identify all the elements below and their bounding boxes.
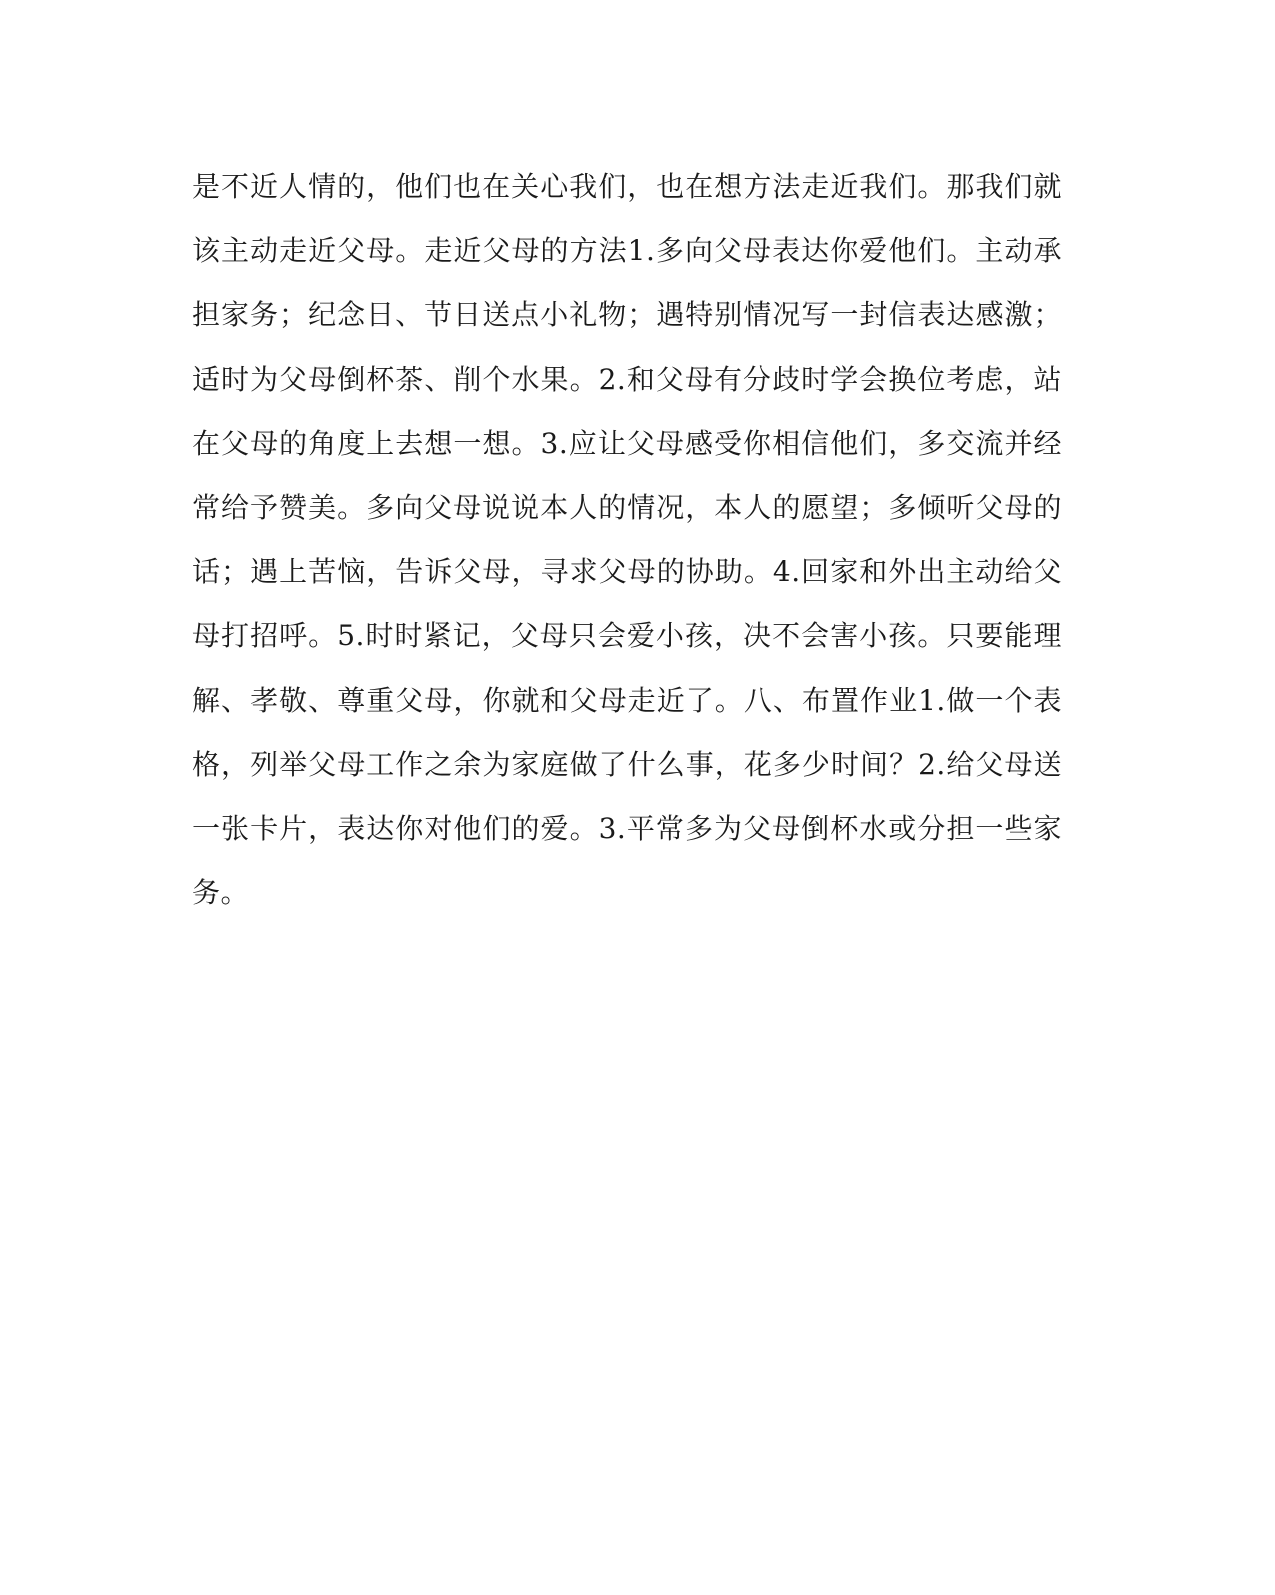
text-line: 话；遇上苦恼，告诉父母，寻求父母的协助。4.回家和外出主动给父 — [192, 555, 1062, 589]
text-line: 是不近人情的，他们也在关心我们，也在想方法走近我们。那我们就 — [192, 170, 1062, 203]
text-line: 母打招呼。5.时时紧记，父母只会爱小孩，决不会害小孩。只要能理 — [192, 619, 1062, 653]
text-line: 在父母的角度上去想一想。3.应让父母感受你相信他们，多交流并经 — [192, 426, 1062, 460]
body-text — [192, 162, 1062, 932]
text-line: 该主动走近父母。走近父母的方法1.多向父母表达你爱他们。主动承 — [192, 234, 1062, 268]
text-line: 适时为父母倒杯茶、削个水果。2.和父母有分歧时学会换位考虑，站 — [192, 362, 1062, 396]
text-line: 务。 — [192, 876, 250, 910]
text-line: 一张卡片，表达你对他们的爱。3.平常多为父母倒杯水或分担一些家 — [192, 811, 1062, 845]
text-line: 格，列举父母工作之余为家庭做了什么事，花多少时间？2.给父母送 — [192, 747, 1062, 781]
text-line: 解、孝敬、尊重父母，你就和父母走近了。八、布置作业1.做一个表 — [192, 683, 1062, 717]
text-line: 担家务；纪念日、节日送点小礼物；遇特别情况写一封信表达感激； — [192, 298, 1062, 332]
text-line: 常给予赞美。多向父母说说本人的情况，本人的愿望；多倾听父母的 — [192, 490, 1062, 524]
